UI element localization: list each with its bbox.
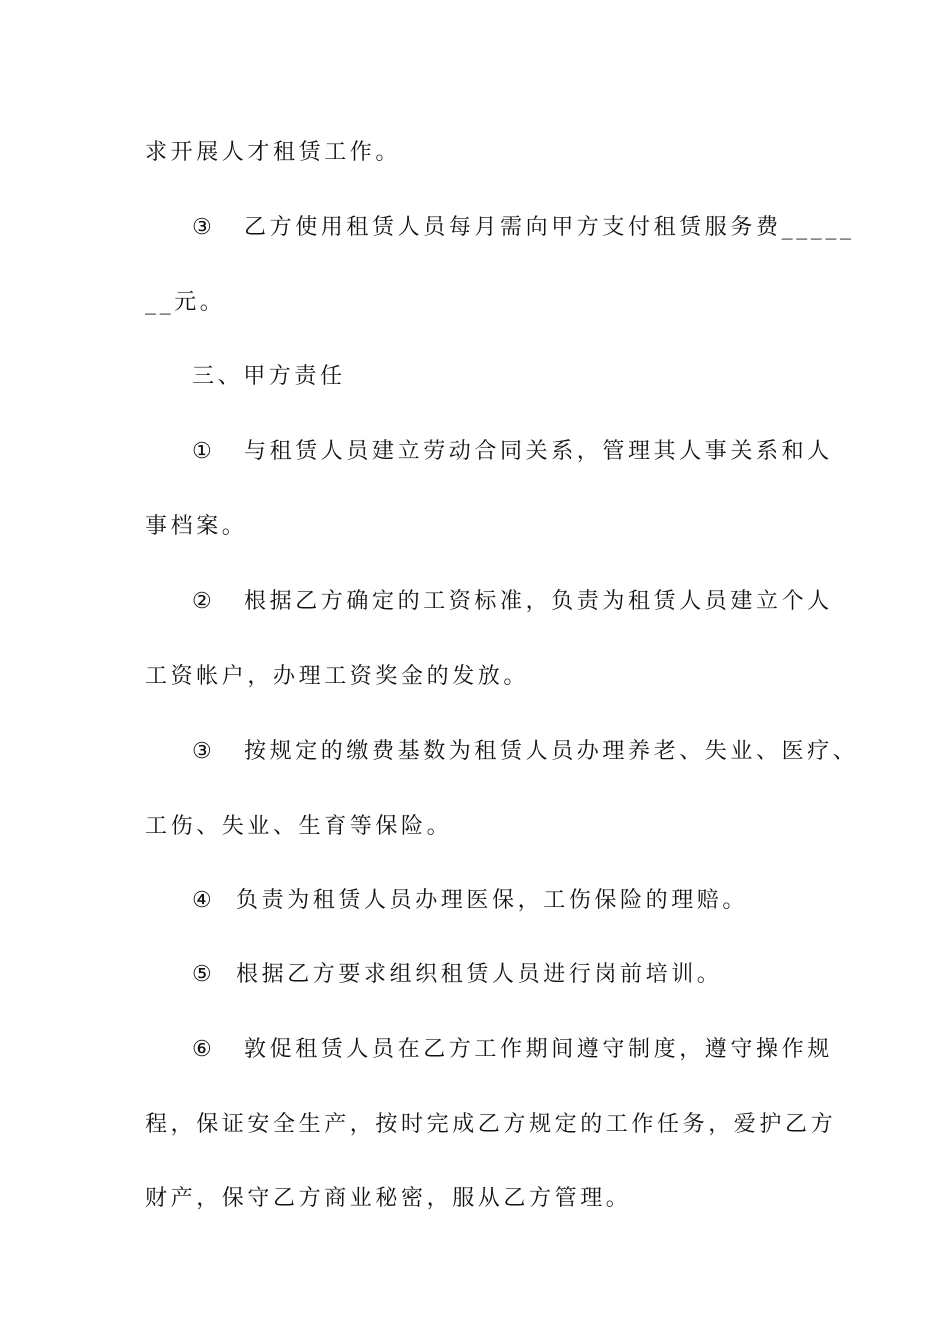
paragraph-line — [145, 662, 825, 692]
line-text: __元。 — [145, 290, 226, 315]
line-text: 根据乙方确定的工资标准，负责为租赁人员建立个人 — [244, 589, 833, 614]
line-text: 乙方使用租赁人员每月需向甲方支付租赁服务费_____ — [244, 215, 855, 240]
line-text: 按规定的缴费基数为租赁人员办理养老、失业、医疗、 — [244, 739, 859, 764]
line-text: 求开展人才租赁工作。 — [145, 140, 402, 165]
paragraph-line — [145, 1184, 825, 1214]
line-text: 三、甲方责任 — [192, 364, 346, 389]
section-heading — [192, 362, 872, 392]
line-text: 事档案。 — [145, 514, 248, 539]
paragraph-line — [145, 1110, 837, 1140]
paragraph-line — [192, 960, 872, 990]
item-number: ③ — [192, 739, 216, 764]
item-number: ② — [192, 589, 216, 614]
line-text: 与租赁人员建立劳动合同关系，管理其人事关系和人 — [244, 439, 833, 464]
paragraph-line — [192, 213, 872, 243]
line-text: 财产，保守乙方商业秘密，服从乙方管理。 — [145, 1186, 632, 1211]
item-number: ④ — [192, 888, 216, 913]
line-text: 负责为租赁人员办理医保，工伤保险的理赔。 — [236, 888, 749, 913]
item-number: ⑤ — [192, 962, 216, 987]
item-number: ⑥ — [192, 1037, 216, 1062]
line-text: 程，保证安全生产，按时完成乙方规定的工作任务，爱护乙方 — [145, 1112, 837, 1137]
paragraph-line — [145, 812, 825, 842]
paragraph-line — [145, 288, 825, 318]
line-text: 工伤、失业、生育等保险。 — [145, 814, 453, 839]
paragraph-line — [145, 138, 825, 168]
item-number: ① — [192, 439, 216, 464]
paragraph-line — [192, 737, 872, 767]
paragraph-line — [192, 437, 872, 467]
paragraph-line — [192, 886, 872, 916]
line-text: 根据乙方要求组织租赁人员进行岗前培训。 — [236, 962, 723, 987]
item-number: ③ — [192, 215, 216, 240]
line-text: 工资帐户，办理工资奖金的发放。 — [145, 664, 530, 689]
paragraph-line — [192, 587, 872, 617]
paragraph-line — [192, 1035, 872, 1065]
line-text: 敦促租赁人员在乙方工作期间遵守制度，遵守操作规 — [244, 1037, 833, 1062]
paragraph-line — [145, 512, 825, 542]
